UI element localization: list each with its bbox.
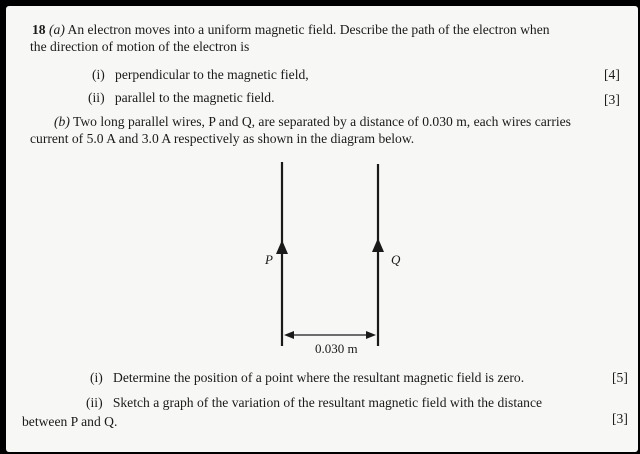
item-text: Sketch a graph of the variation of the resultant magnetic field with the distance <box>112 395 543 410</box>
separation-label: 0.030 m <box>315 341 358 356</box>
item-text: parallel to the magnetic field. <box>114 90 275 105</box>
part-b-item-ii-line2: between P and Q. <box>22 414 118 429</box>
part-a-label: (a) <box>49 22 65 37</box>
part-b-item-ii-marks: [3] <box>612 411 628 426</box>
part-b-text-line2: current of 5.0 A and 3.0 A respectively as shown in the diagram below. <box>30 131 415 146</box>
separation-arrow-left-head <box>284 331 294 339</box>
item-label: (i) <box>90 370 103 385</box>
wire-p-label: P <box>265 252 273 267</box>
wire-q-label: Q <box>391 252 401 267</box>
wire-q-current-arrow <box>372 238 384 252</box>
separation-arrow-right-head <box>366 331 376 339</box>
part-b-item-i <box>90 370 524 386</box>
part-a-text-line2: the direction of motion of the electron is <box>30 39 250 54</box>
part-b-item-i-marks: [5] <box>612 370 628 385</box>
question-page <box>6 6 638 452</box>
part-a-item-ii-marks: [3] <box>604 92 620 107</box>
item-text: Determine the position of a point where the resultant magnetic field is zero. <box>113 370 525 385</box>
part-a-text-line1: An electron moves into a uniform magnetic field. Describe the path of the electron when <box>67 22 550 37</box>
part-b-text-line1: Two long parallel wires, P and Q, are separated by a distance of 0.030 m, each wires carries <box>73 114 571 129</box>
part-b-item-ii-line1 <box>86 395 542 411</box>
item-label: (ii) <box>86 395 103 410</box>
item-text: perpendicular to the magnetic field, <box>115 67 309 82</box>
wire-p-current-arrow <box>276 240 288 254</box>
part-a-item-i-marks: [4] <box>604 67 620 82</box>
question-number: 18 <box>32 22 46 37</box>
item-label: (ii) <box>88 90 105 105</box>
item-label: (i) <box>92 67 105 82</box>
part-b-label: (b) <box>54 114 70 129</box>
